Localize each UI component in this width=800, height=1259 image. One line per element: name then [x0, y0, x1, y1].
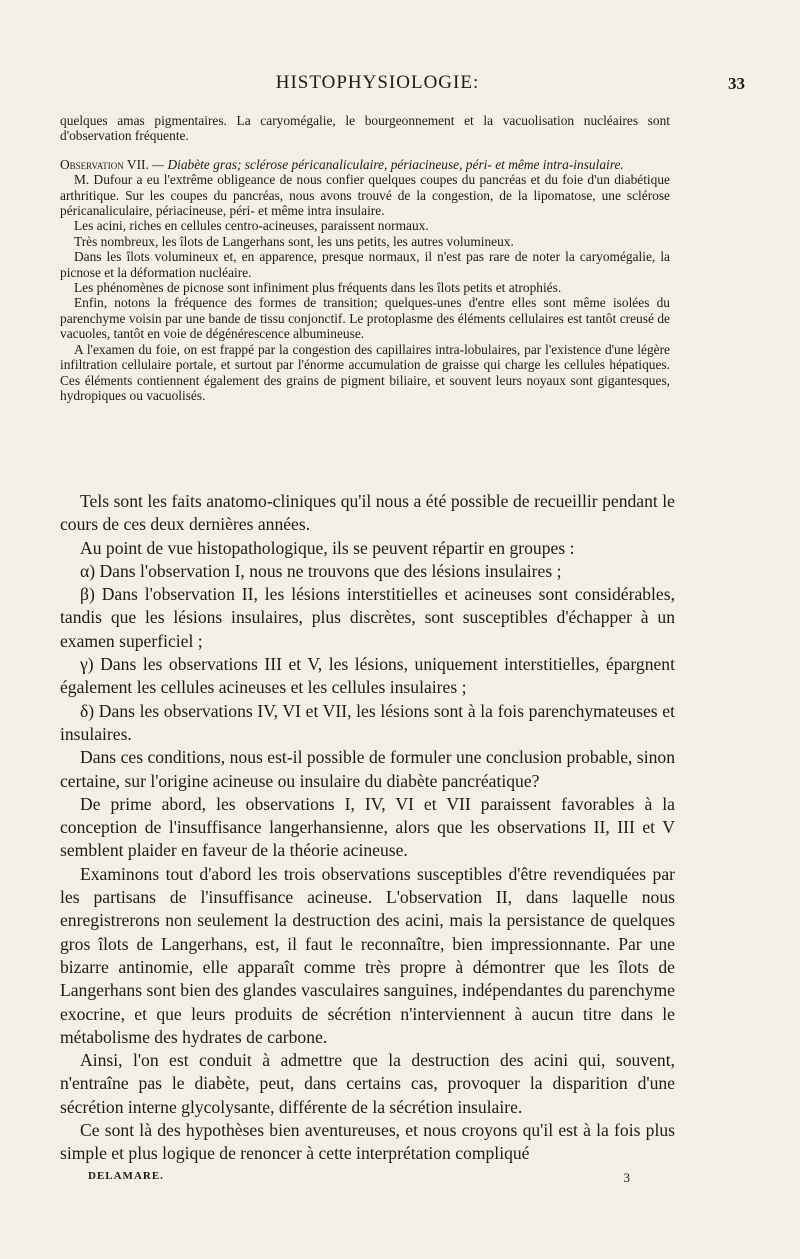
body-paragraph: Dans ces conditions, nous est-il possible de formuler une conclusion probable, sinon certaine, sur l'origine acineuse ou insulaire du diabète pancréatique? — [60, 747, 675, 791]
signature-number: 3 — [623, 1170, 630, 1185]
observation-paragraph: A l'examen du foie, on est frappé par la congestion des capillaires intra-lobulaires, par l'existence d'une légère infiltration cellulaire portale, et surtout par l'énorme accumulation de graisse qui charge les cellules hépatiques. Ces éléments contiennent également des grains de pigment biliaire, et souvent leurs noyaux sont gigantesques, hydropiques ou vacuolisés. — [60, 341, 670, 403]
body-paragraph: Au point de vue histopathologique, ils se peuvent répartir en groupes : — [80, 537, 575, 558]
running-title: HISTOPHYSIOLOGIE: — [275, 72, 480, 93]
observation-paragraph: Les acini, riches en cellules centro-acineuses, paraissent normaux. — [74, 218, 429, 234]
page-footer — [88, 1170, 630, 1190]
observation-paragraph: Très nombreux, les îlots de Langerhans sont, les uns petits, les autres volumineux. — [74, 233, 514, 249]
observation-heading — [60, 157, 670, 172]
group-item-beta: β) Dans l'observation II, les lésions interstitielles et acineuses sont considérables, tandis que les lésions insulaires, plus discrètes, sont susceptibles d'échapper à un examen superficiel ; — [60, 584, 675, 651]
group-item-gamma: γ) Dans les observations III et V, les lésions, uniquement interstitielles, épargnent également les cellules acineuses et les cellules insulaires ; — [60, 654, 675, 698]
page-header — [55, 72, 745, 100]
group-item-delta: δ) Dans les observations IV, VI et VII, les lésions sont à la fois parenchymateuses et insulaires. — [60, 700, 675, 744]
observation-paragraph: Enfin, notons la fréquence des formes de transition; quelques-unes d'entre elles sont même isolées du parenchyme voisin par une bande de tissu conjonctif. Le protoplasme des éléments cellulaires est tantôt creusé de vacuoles, tantôt en voie de dégénérescence albumineuse. — [60, 295, 670, 342]
group-item-alpha: α) Dans l'observation I, nous ne trouvons que des lésions insulaires ; — [80, 560, 562, 581]
observation-paragraph: M. Dufour a eu l'extrême obligeance de nous confier quelques coupes du pancréas et du foie d'un diabétique arthritique. Sur les coupes du pancréas, nous avons trouvé de la congestion, de la lipomatose, une sclérose péricanaliculaire, périacineuse, péri- et même intra insulaire. — [60, 172, 670, 219]
main-text — [60, 490, 675, 1166]
observation-paragraph: Les phénomènes de picnose sont infiniment plus fréquents dans les îlots petits et atrophiés. — [74, 280, 562, 296]
body-paragraph: Tels sont les faits anatomo-cliniques qu'il nous a été possible de recueillir pendant le cours de ces deux dernières années. — [60, 491, 675, 535]
observation-block — [60, 113, 670, 403]
page-number: 33 — [728, 74, 745, 93]
body-paragraph: De prime abord, les observations I, IV, VI et VII paraissent favorables à la conception de l'insuffisance langerhansienne, alors que les observations II, III et V semblent plaider en faveur de la théorie acineuse. — [60, 793, 675, 861]
observation-title: — Diabète gras; sclérose péricanaliculaire, périacineuse, péri- et même intra-insulaire. — [148, 156, 624, 172]
body-paragraph: Examinons tout d'abord les trois observations susceptibles d'être revendiquées par les partisans de l'insuffisance acineuse. L'observation II, dans laquelle nous enregistrerons non seulement la destruction des acini, mais la persistance de quelques gros îlots de Langerhans, est, il faut le reconnaître, bien impressionnante. Par une bizarre antinomie, elle apparaît comme très propre à démontrer que les îlots de Langerhans sont bien des glandes vasculaires sanguines, indépendantes du parenchyme exocrine, et que leurs produits de sécrétion n'interviennent à aucun titre dans le métabolisme des hydrates de carbone. — [60, 863, 675, 1047]
body-paragraph: Ce sont là des hypothèses bien aventureuses, et nous croyons qu'il est à la fois plus simple et plus logique de renoncer à cette interprétation compliqué — [60, 1120, 675, 1164]
observation-paragraph: Dans les îlots volumineux et, en apparence, presque normaux, il n'est pas rare de noter la caryomégalie, la picnose et la déformation nucléaire. — [60, 249, 670, 280]
signature-mark: DELAMARE. — [88, 1170, 164, 1182]
body-paragraph: Ainsi, l'on est conduit à admettre que la destruction des acini qui, souvent, n'entraîne pas le diabète, peut, dans certains cas, provoquer la disparition d'une sécrétion interne glycolysante, différente de la sécrétion insulaire. — [60, 1050, 675, 1117]
observation-label: Observation VII. — [60, 156, 149, 172]
continued-paragraph: quelques amas pigmentaires. La caryomégalie, le bourgeonnement et la vacuolisation nucléaires sont d'observation fréquente. — [60, 113, 670, 144]
